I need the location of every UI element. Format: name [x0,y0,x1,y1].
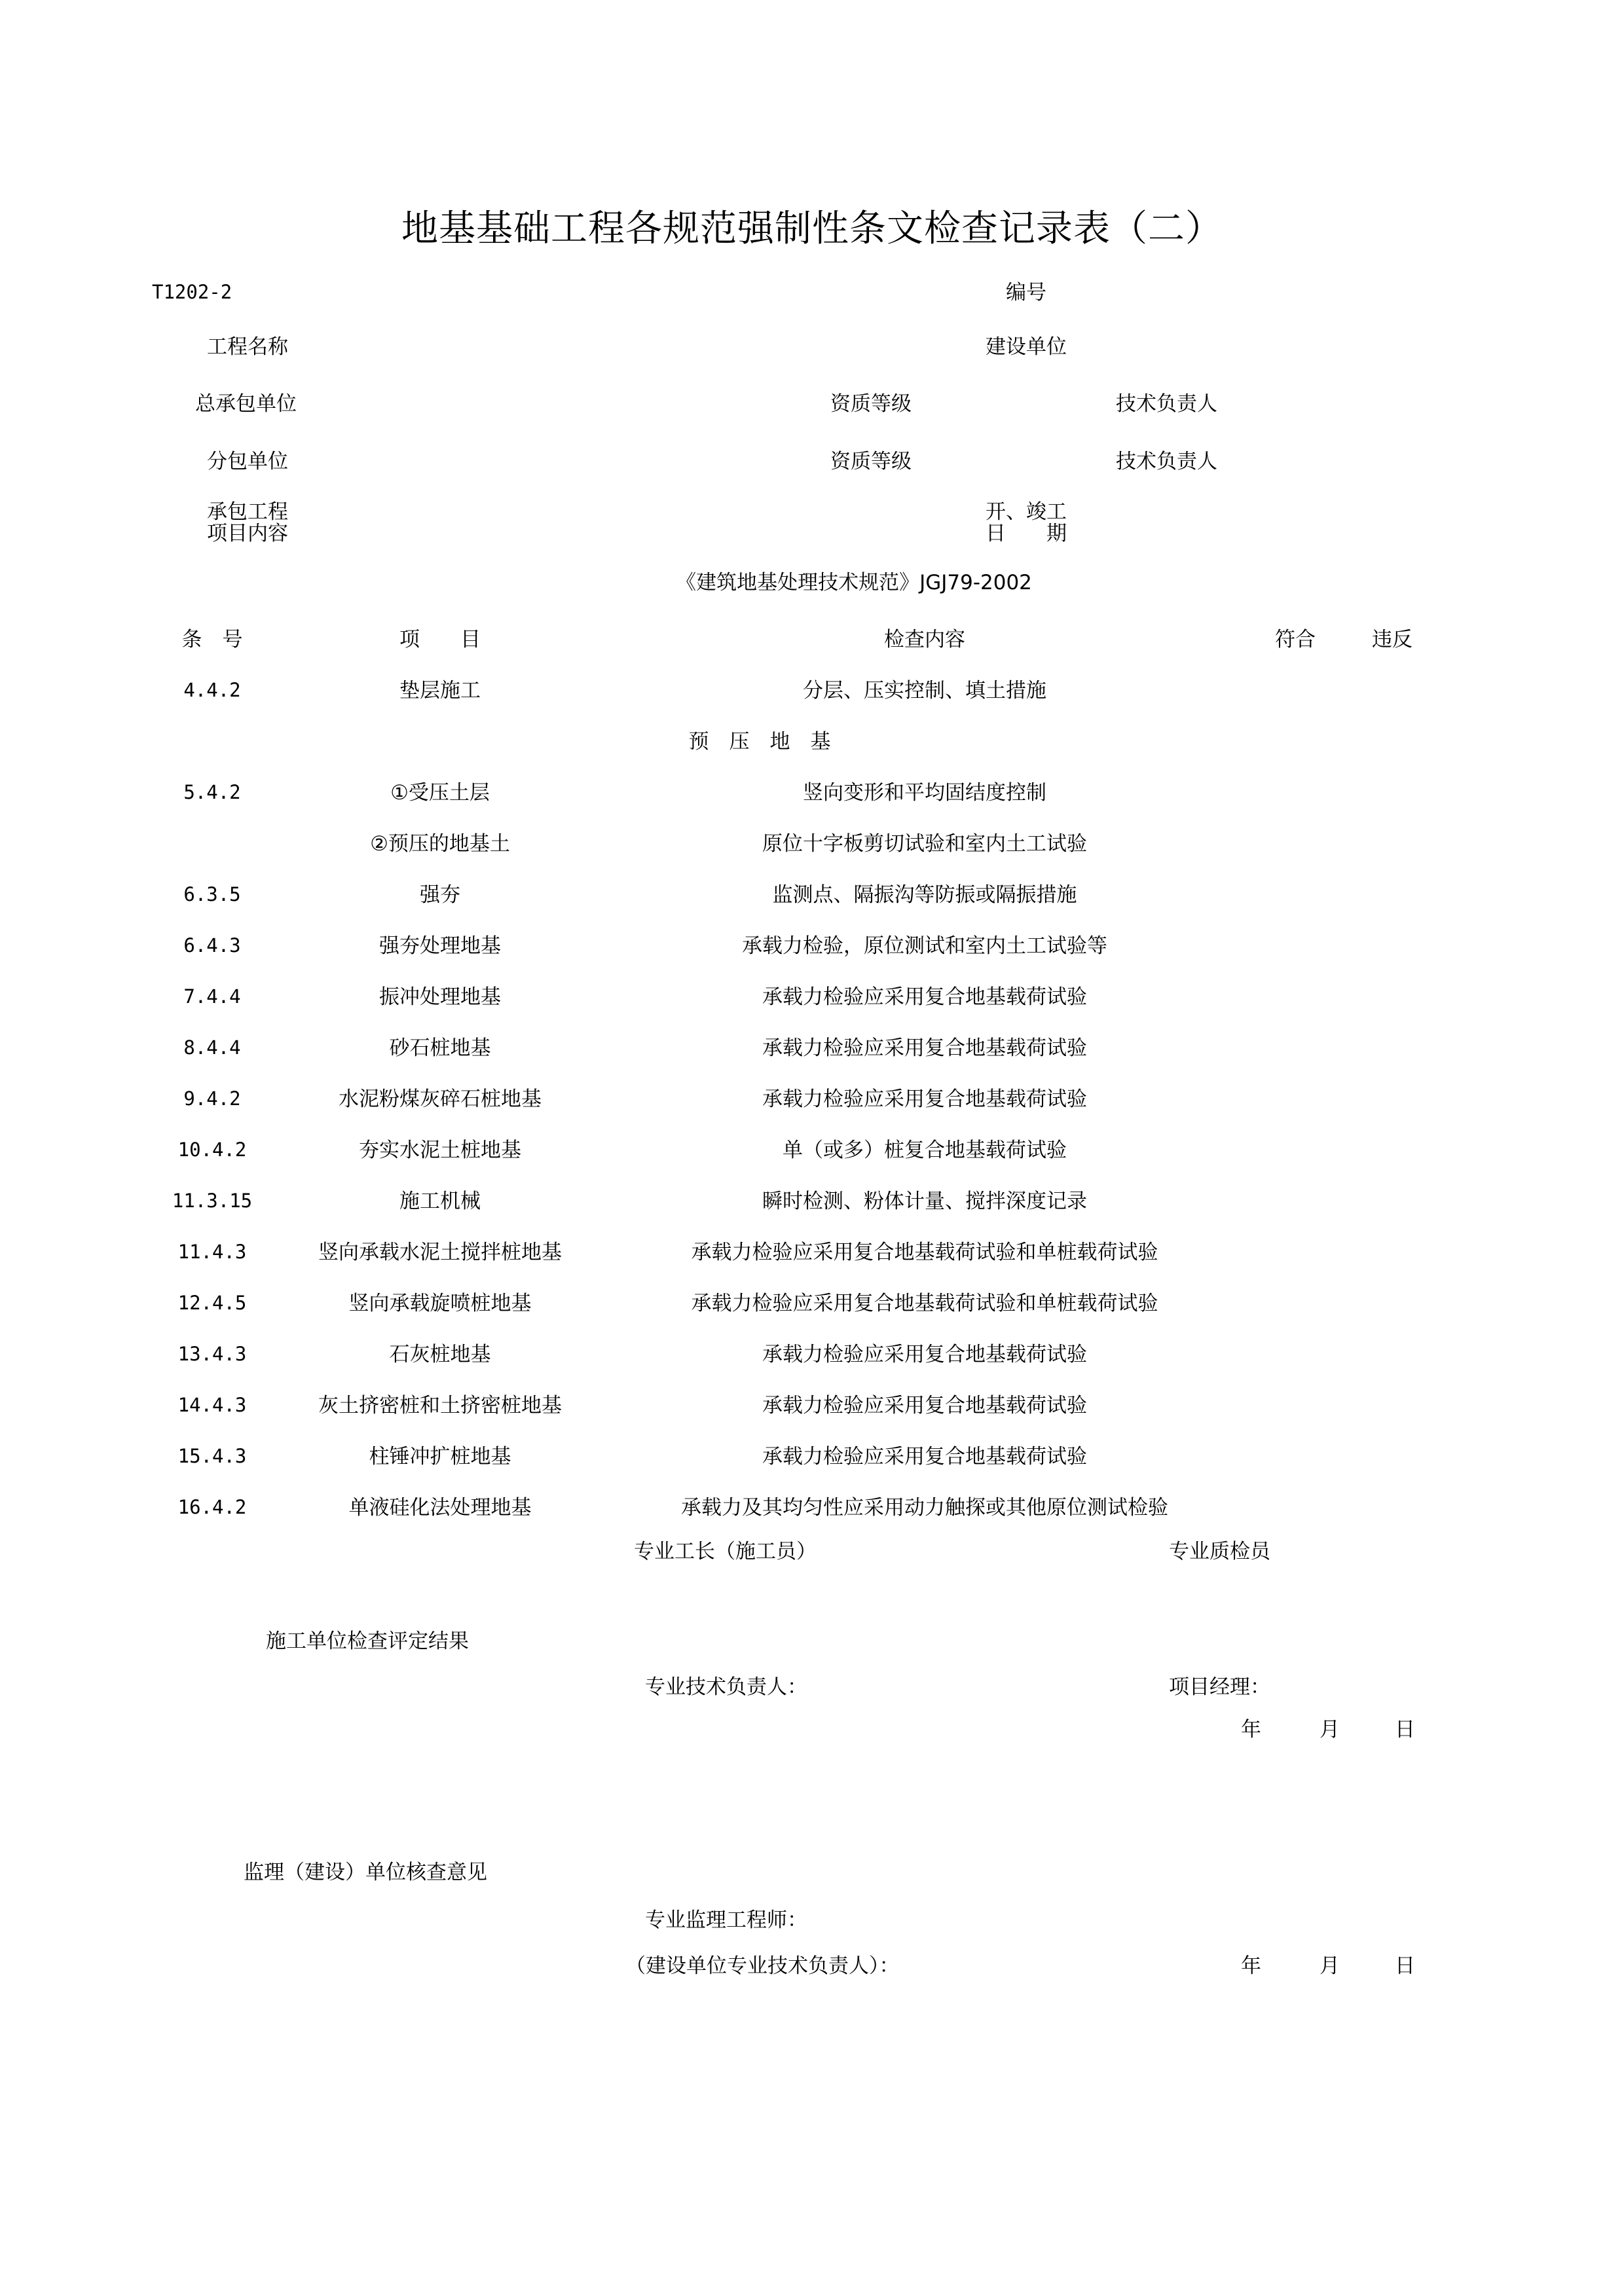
start-finish-label-1: 开、竣工 [986,500,1067,524]
row-clause: 11.4.3 [177,1241,247,1263]
contract-item-label-2: 项目内容 [207,522,288,545]
row-item: 砂石桩地基 [389,1036,491,1060]
owner-tech-lead-label: （建设单位专业技术负责人）： [625,1954,900,1978]
date-day: 日 [1395,1954,1415,1978]
contract-item-label-1: 承包工程 [207,500,288,524]
foreman-label: 专业工长（施工员） [634,1540,817,1563]
header-content: 检查内容 [884,628,965,651]
start-finish-label-2: 日 期 [986,522,1067,545]
row-clause: 10.4.2 [177,1139,247,1161]
row-clause: 14.4.3 [177,1394,247,1416]
header-clause: 条 号 [181,628,243,651]
sub-qualification-level-label: 资质等级 [830,450,912,473]
row-item: 单液硅化法处理地基 [348,1496,532,1520]
row-item: 夯实水泥土桩地基 [359,1139,521,1162]
row-item: 竖向承载旋喷桩地基 [348,1292,532,1315]
row-content: 分层、压实控制、填土措施 [803,679,1046,702]
form-code: T1202-2 [152,281,232,303]
row-item: 振冲处理地基 [379,985,501,1009]
row-clause: 5.4.2 [183,781,241,803]
row-content: 承载力检验，原位测试和室内土工试验等 [742,934,1107,958]
date-month: 月 [1320,1954,1340,1978]
technical-lead-label: 技术负责人 [1116,392,1217,416]
row-clause: 12.4.5 [177,1292,247,1314]
row-content: 单（或多）桩复合地基载荷试验 [783,1139,1067,1162]
date-year: 年 [1241,1718,1261,1741]
row-content: 承载力及其均匀性应采用动力触探或其他原位测试检验 [681,1496,1168,1520]
project-name-label: 工程名称 [207,335,288,359]
row-clause: 9.4.2 [183,1087,241,1110]
subcontractor-label: 分包单位 [207,450,288,473]
row-content: 承载力检验应采用复合地基载荷试验 [762,985,1087,1009]
sub-technical-lead-label: 技术负责人 [1116,450,1217,473]
row-item: 水泥粉煤灰碎石桩地基 [339,1087,542,1111]
date-month: 月 [1320,1718,1340,1741]
row-clause: 6.3.5 [183,883,241,905]
row-item: 竖向承载水泥土搅拌桩地基 [318,1241,562,1264]
row-item: ①受压土层 [390,781,490,805]
date-year: 年 [1241,1954,1261,1978]
supervision-opinion-label: 监理（建设）单位核查意见 [244,1861,487,1884]
row-content: 瞬时检测、粉体计量、搅拌深度记录 [762,1190,1087,1213]
row-content: 承载力检验应采用复合地基载荷试验 [762,1036,1087,1060]
row-clause: 7.4.4 [183,985,241,1008]
row-content: 原位十字板剪切试验和室内土工试验 [762,832,1087,856]
project-manager-label: 项目经理： [1169,1675,1270,1699]
row-content: 承载力检验应采用复合地基载荷试验 [762,1343,1087,1366]
row-content: 承载力检验应采用复合地基载荷试验 [762,1394,1087,1417]
row-clause: 6.4.3 [183,934,241,957]
row-content: 承载力检验应采用复合地基载荷试验 [762,1445,1087,1468]
supervision-engineer-label: 专业监理工程师： [645,1908,807,1932]
row-content: 承载力检验应采用复合地基载荷试验和单桩载荷试验 [691,1292,1158,1315]
row-clause: 16.4.2 [177,1496,247,1518]
construction-result-label: 施工单位检查评定结果 [266,1630,469,1653]
header-violate: 违反 [1372,628,1412,651]
row-item: 柱锤冲扩桩地基 [369,1445,511,1468]
section-preload: 预 压 地 基 [688,730,831,754]
row-content: 承载力检验应采用复合地基载荷试验 [762,1087,1087,1111]
number-label: 编号 [1006,281,1046,304]
row-item: 灰土挤密桩和土挤密桩地基 [318,1394,562,1417]
row-clause: 15.4.3 [177,1445,247,1467]
tech-lead-label: 专业技术负责人： [645,1675,807,1699]
row-clause: 8.4.4 [183,1036,241,1059]
row-content: 竖向变形和平均固结度控制 [803,781,1046,805]
row-clause: 13.4.3 [177,1343,247,1365]
header-item: 项 目 [399,628,481,651]
row-item: 强夯 [420,883,460,907]
general-contractor-label: 总承包单位 [195,392,297,416]
row-item: 强夯处理地基 [379,934,501,958]
row-content: 承载力检验应采用复合地基载荷试验和单桩载荷试验 [691,1241,1158,1264]
row-item: 垫层施工 [399,679,481,702]
quality-inspector-label: 专业质检员 [1169,1540,1270,1563]
date-day: 日 [1395,1718,1415,1741]
row-clause: 4.4.2 [183,679,241,701]
row-item: 石灰桩地基 [389,1343,491,1366]
owner-unit-label: 建设单位 [986,335,1067,359]
qualification-level-label: 资质等级 [830,392,912,416]
row-content: 监测点、隔振沟等防振或隔振措施 [772,883,1077,907]
row-item: 施工机械 [399,1190,481,1213]
row-clause: 11.3.15 [172,1190,253,1212]
page-title: 地基基础工程各规范强制性条文检查记录表（二） [401,208,1223,250]
standard-title: 《建筑地基处理技术规范》JGJ79-2002 [676,571,1032,594]
header-comply: 符合 [1275,628,1316,651]
row-item: ②预压的地基土 [370,832,510,856]
